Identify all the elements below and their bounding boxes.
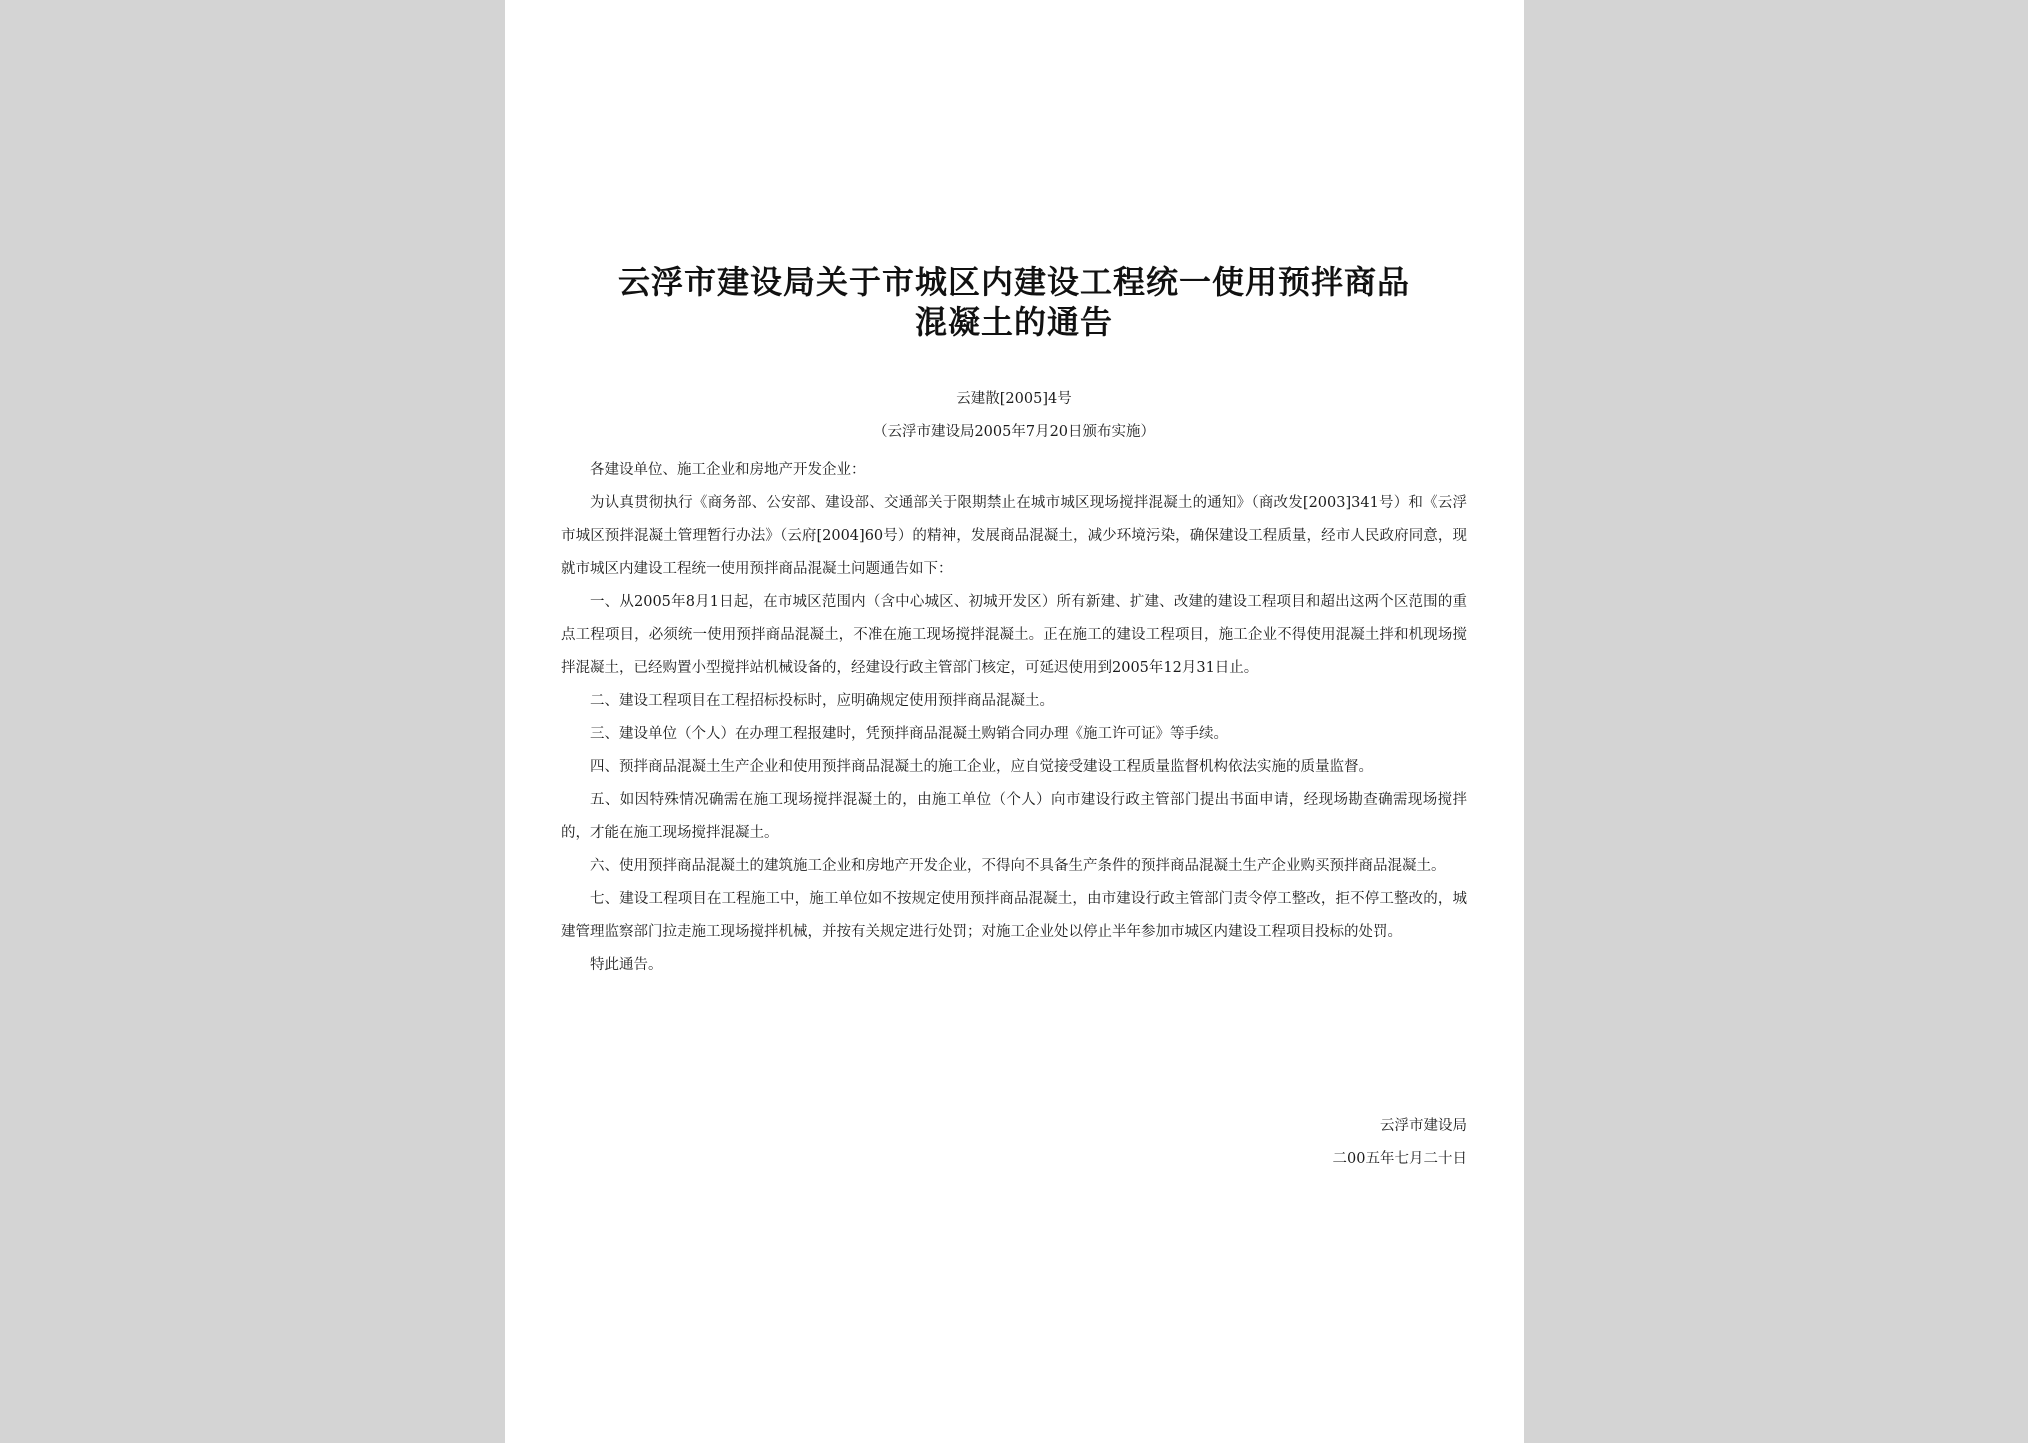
body-paragraph: 二、建设工程项目在工程招标投标时，应明确规定使用预拌商品混凝土。 <box>590 693 1054 709</box>
issue-date: 二00五年七月二十日 <box>1332 1151 1467 1167</box>
body-paragraph: 五、如因特殊情况确需在施工现场搅拌混凝土的，由施工单位（个人）向市建设行政主管部门提出书面申请，经现场勘查确需现场搅拌的，才能在施工现场搅拌混凝土。 <box>561 792 1467 841</box>
closing-line: 特此通告。 <box>590 957 663 973</box>
document-page <box>505 0 1524 1443</box>
body-paragraph: 三、建设单位（个人）在办理工程报建时，凭预拌商品混凝土购销合同办理《施工许可证》等手续。 <box>590 726 1228 742</box>
body-paragraph: 七、建设工程项目在工程施工中，施工单位如不按规定使用预拌商品混凝土，由市建设行政主管部门责令停工整改，拒不停工整改的，城建管理监察部门拉走施工现场搅拌机械，并按有关规定进行处罚；对施工企业处以停止半年参加市城区内建设工程项目投标的处罚。 <box>561 891 1467 940</box>
body-paragraph: 六、使用预拌商品混凝土的建筑施工企业和房地产开发企业，不得向不具备生产条件的预拌商品混凝土生产企业购买预拌商品混凝土。 <box>590 858 1446 874</box>
body-paragraph: 为认真贯彻执行《商务部、公安部、建设部、交通部关于限期禁止在城市城区现场搅拌混凝土的通知》（商改发[2003]341号）和《云浮市城区预拌混凝土管理暂行办法》（云府[2004]60号）的精神，发展商品混凝土，减少环境污染，确保建设工程质量，经市人民政府同意，现就市城区内建设工程统一使用预拌商品混凝土问题通告如下： <box>561 495 1467 577</box>
document-title: 云浮市建设局关于市城区内建设工程统一使用预拌商品混凝土的通告 <box>617 263 1410 341</box>
body-paragraph: 四、预拌商品混凝土生产企业和使用预拌商品混凝土的施工企业，应自觉接受建设工程质量监督机构依法实施的质量监督。 <box>590 759 1373 775</box>
issued-note: （云浮市建设局2005年7月20日颁布实施） <box>872 424 1156 440</box>
salutation: 各建设单位、施工企业和房地产开发企业： <box>590 462 866 478</box>
document-body <box>561 454 1467 982</box>
signature-block <box>1333 1110 1467 1176</box>
document-number: 云建散[2005]4号 <box>956 391 1072 407</box>
issuer-name: 云浮市建设局 <box>1380 1118 1467 1134</box>
body-paragraph: 一、从2005年8月1日起，在市城区范围内（含中心城区、初城开发区）所有新建、扩建、改建的建设工程项目和超出这两个区范围的重点工程项目，必须统一使用预拌商品混凝土，不准在施工现场搅拌混凝土。正在施工的建设工程项目，施工企业不得使用混凝土拌和机现场搅拌混凝土，已经购置小型搅拌站机械设备的，经建设行政主管部门核定，可延迟使用到2005年12月31日止。 <box>561 594 1467 676</box>
